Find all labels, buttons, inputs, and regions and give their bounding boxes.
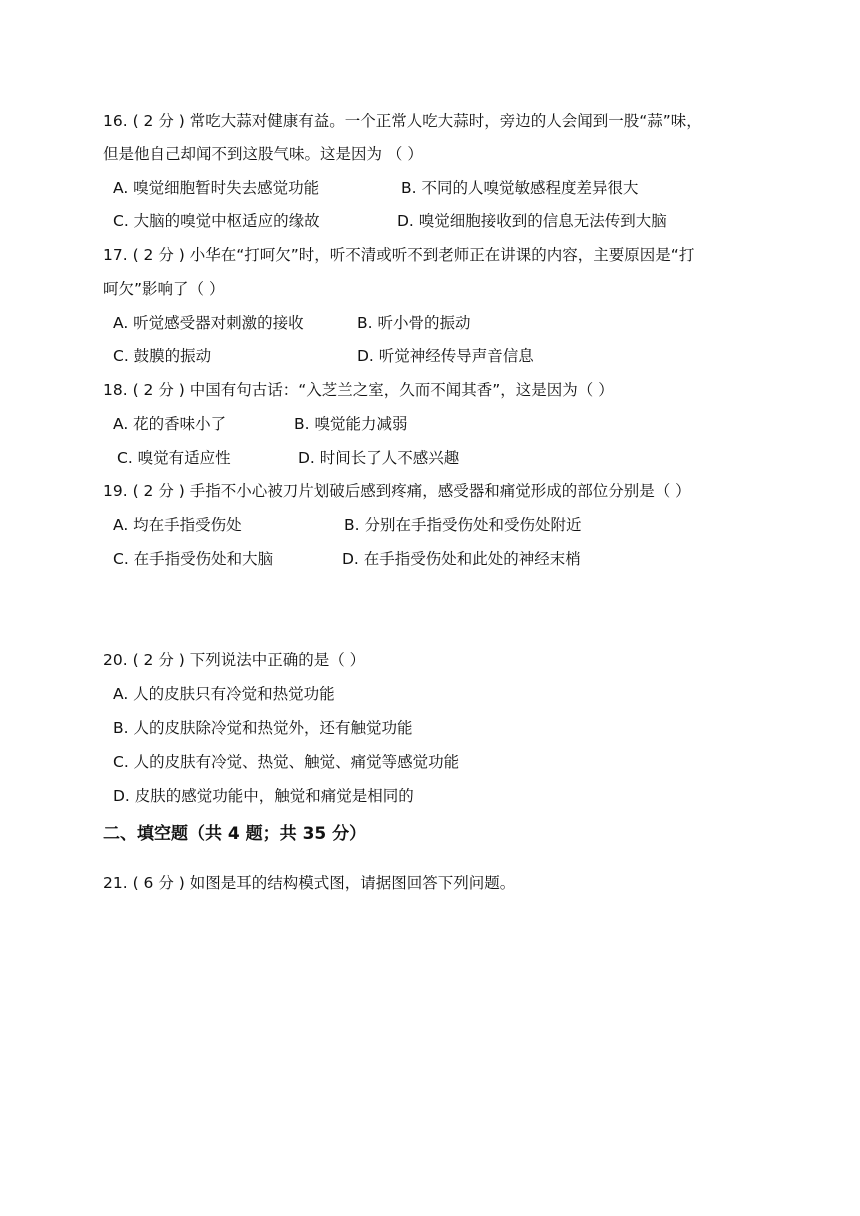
q20-option-c: C. 人的皮肤有冷觉、热觉、触觉、痛觉等感觉功能	[113, 753, 460, 771]
q19-option-d: D. 在手指受伤处和此处的神经末梢	[342, 550, 581, 568]
q20-option-a: A. 人的皮肤只有冷觉和热觉功能	[113, 685, 335, 703]
q16-option-a: A. 嗅觉细胞暂时失去感觉功能	[113, 179, 320, 197]
q16-option-c: C. 大脑的嗅觉中枢适应的缘故	[113, 212, 320, 230]
q18-option-d: D. 时间长了人不感兴趣	[298, 449, 460, 467]
q16-stem-line2: 但是他自己却闻不到这股气味。这是因为 （ ）	[103, 145, 423, 163]
q17-stem-line1: 17. ( 2 分 ) 小华在“打呵欠”时，听不清或听不到老师正在讲课的内容，主要原因是“打	[103, 246, 695, 264]
q18-option-c: C. 嗅觉有适应性	[117, 449, 231, 467]
q19-stem-line1: 19. ( 2 分 ) 手指不小心被刀片划破后感到疼痛，感受器和痛觉形成的部位分别是（ ）	[103, 482, 691, 500]
q16-stem-line1: 16. ( 2 分 ) 常吃大蒜对健康有益。一个正常人吃大蒜时，旁边的人会闻到一股“蒜”味，	[103, 112, 702, 130]
q16-option-d: D. 嗅觉细胞接收到的信息无法传到大脑	[397, 212, 667, 230]
q19-option-c: C. 在手指受伤处和大脑	[113, 550, 274, 568]
q17-option-a: A. 听觉感受器对刺激的接收	[113, 314, 304, 332]
q16-option-b: B. 不同的人嗅觉敏感程度差异很大	[401, 179, 639, 197]
section-2-heading: 二、填空题（共 4 题；共 35 分）	[103, 824, 367, 844]
q21-stem-line1: 21. ( 6 分 ) 如图是耳的结构模式图，请据图回答下列问题。	[103, 874, 516, 892]
q20-option-d: D. 皮肤的感觉功能中，触觉和痛觉是相同的	[113, 787, 414, 805]
q18-option-a: A. 花的香味小了	[113, 415, 227, 433]
q17-option-b: B. 听小骨的振动	[357, 314, 471, 332]
q18-stem-line1: 18. ( 2 分 ) 中国有句古话：“入芝兰之室，久而不闻其香”，这是因为（ ）	[103, 381, 614, 399]
q20-stem-line1: 20. ( 2 分 ) 下列说法中正确的是（ ）	[103, 651, 366, 669]
q18-option-b: B. 嗅觉能力减弱	[294, 415, 408, 433]
q17-stem-line2: 呵欠”影响了（ ）	[103, 280, 225, 298]
q19-option-b: B. 分别在手指受伤处和受伤处附近	[344, 516, 582, 534]
q20-option-b: B. 人的皮肤除冷觉和热觉外，还有触觉功能	[113, 719, 413, 737]
q19-option-a: A. 均在手指受伤处	[113, 516, 242, 534]
q17-option-c: C. 鼓膜的振动	[113, 347, 212, 365]
q17-option-d: D. 听觉神经传导声音信息	[357, 347, 534, 365]
